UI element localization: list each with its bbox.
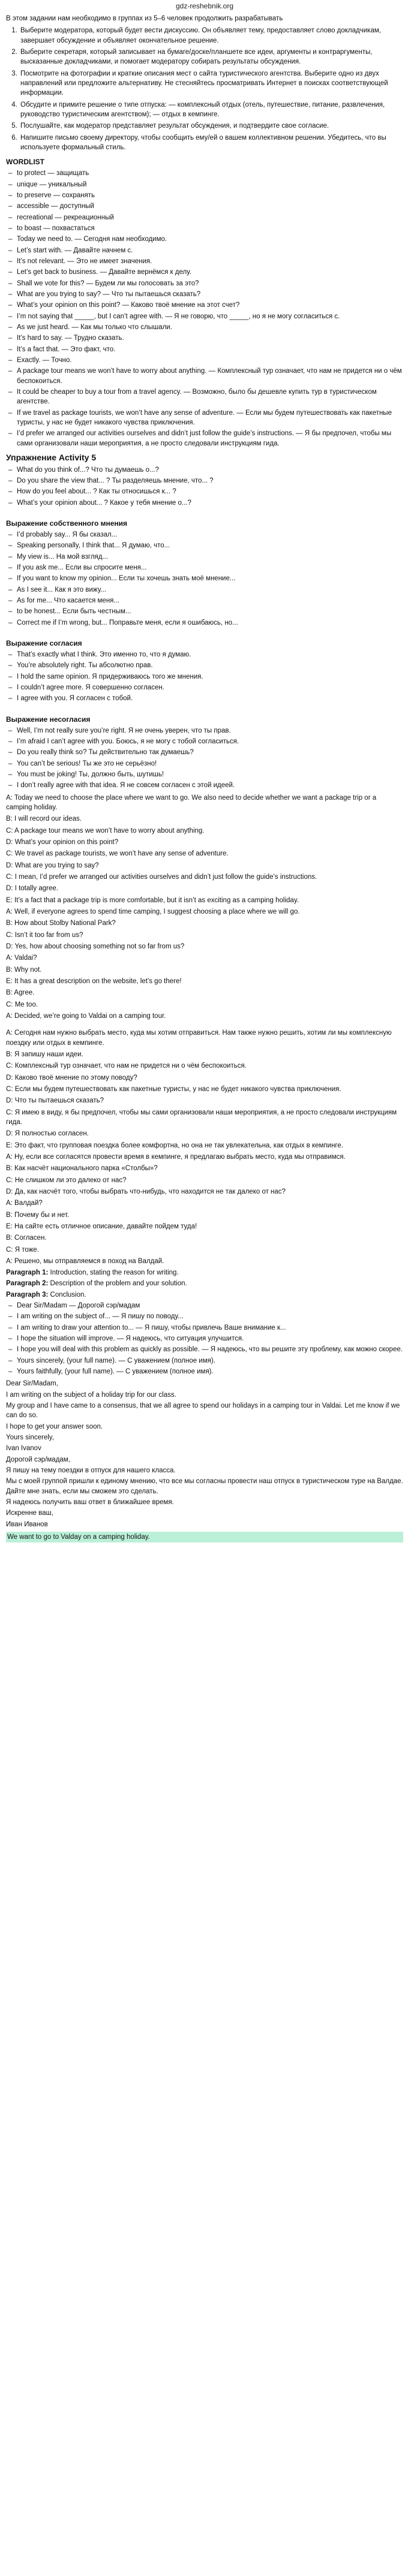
dialogue-line: В: Я запишу наши идеи. <box>6 1050 83 1058</box>
dialogue-line: C: Isn’t it too far from us? <box>6 931 83 939</box>
letter-line: My group and I have came to a consensus, that we all agree to spend our holidays in a camping tour in Valdai. Let me know if we can do so. <box>6 1402 400 1420</box>
dialogue-line: E: It has a great description on the website, let’s go there! <box>6 977 182 985</box>
letter-russian <box>6 1455 403 1529</box>
dialogue-line: С: Если мы будем путешествовать как пакетные туристы, у нас не будет никакого чувства приключения. <box>6 1085 341 1093</box>
phrase-item: – I hope you will deal with this problem as quickly as possible. — Я надеюсь, что вы решите эту проблему, как можно скорее. <box>14 1345 403 1354</box>
dialogue-line: C: I mean, I’d prefer we arranged our activities ourselves and didn’t just follow the guide’s instructions. <box>6 873 317 881</box>
phrase-item: – Well, I’m not really sure you’re right. Я не очень уверен, что ты прав. <box>14 726 403 736</box>
letter-line: I am writing on the subject of a holiday trip for our class. <box>6 1391 176 1399</box>
dialogue-line: С: Комплексный тур означает, что нам не придется ни о чём беспокоиться. <box>6 1062 247 1070</box>
phrase-item: – Correct me if I’m wrong, but... Поправьте меня, если я ошибаюсь, но... <box>14 618 403 628</box>
phrase-item: – My view is... На мой взгляд... <box>14 552 403 562</box>
wordlist-title: WORDLIST <box>6 158 44 167</box>
dialogue-line: D: Каково твоё мнение по этому поводу? <box>6 1074 137 1081</box>
wordlist-item: – It’s a fact that. — Это факт, что. <box>14 345 403 354</box>
paragraph-plan-item: Paragraph 2: Description of the problem and your solution. <box>6 1280 187 1288</box>
dialogue-line: A: Decided, we’re going to Valdai on a camping tour. <box>6 1012 166 1020</box>
wordlist-item: – Today we need to. — Сегодня нам необходимо. <box>14 234 403 244</box>
agree-title: Выражение согласия <box>6 639 82 648</box>
wordlist-item: – What are you trying to say? — Что ты пытаешься сказать? <box>14 290 403 299</box>
dialogue-line: D: What are you trying to say? <box>6 861 99 869</box>
dialogue-line: D: Я полностью согласен. <box>6 1130 89 1138</box>
phrase-item: – Yours faithfully, (your full name). — С уважением (полное имя). <box>14 1367 403 1376</box>
phrase-item: – I am writing on the subject of... — Я пишу по поводу... <box>14 1312 403 1321</box>
letter-phrases-list <box>6 1301 403 1376</box>
dialogue-line: С: Я имею в виду, я бы предпочел, чтобы мы сами организовали наши мероприятия, а не просто следовали инструкциям гида. <box>6 1108 397 1126</box>
dialogue-line: D: I totally agree. <box>6 885 58 893</box>
dialogue-line: B: Why not. <box>6 966 42 974</box>
phrase-item: – I’m afraid I can’t agree with you. Боюсь, я не могу с тобой согласиться. <box>14 737 403 746</box>
phrase-item: – I hope the situation will improve. — Я надеюсь, что ситуация улучшится. <box>14 1334 403 1343</box>
dialogue-line: A: Valdai? <box>6 954 37 962</box>
wordlist-item: – I’m not saying that _____, but I can’t agree with. — Я не говорю, что _____, но я не могу согласиться с. <box>14 312 403 321</box>
dialogue-line: E: It’s a fact that a package trip is more comfortable, but it isn’t as exciting as a camping holiday. <box>6 896 299 904</box>
dialogue-line: А: Сегодня нам нужно выбрать место, куда мы хотим отправиться. Нам также нужно решить, хотим ли мы комплексную поездку или отдых в кемпинге. <box>6 1029 392 1047</box>
letter-english <box>6 1379 403 1453</box>
dialogue-line: A: Well, if everyone agrees to spend time camping, I suggest choosing a place where we will go. <box>6 908 300 915</box>
activity-item: – How do you feel about... ? Как ты относишься к... ? <box>14 487 403 496</box>
phrase-item: – If you want to know my opinion... Если ты хочешь знать моё мнение... <box>14 574 403 583</box>
dialogue-line: В: Как насчёт национального парка «Столбы»? <box>6 1165 158 1173</box>
wordlist-item: – to protect — защищать <box>14 168 403 178</box>
dialogue-line: C: A package tour means we won’t have to worry about anything. <box>6 827 205 834</box>
dialogue-line: A: Today we need to choose the place where we want to go. We also need to decide whether we want a package trip or a camping holiday. <box>6 794 377 812</box>
phrase-item: – That’s exactly what I think. Это именно то, что я думаю. <box>14 650 403 659</box>
phrase-item: – As for me... Что касается меня... <box>14 596 403 605</box>
paragraph-plan-item: Paragraph 3: Conclusion. <box>6 1291 86 1298</box>
wordlist-item: – It’s not relevant. — Это не имеет значения. <box>14 257 403 266</box>
phrase-item: – I’d probably say... Я бы сказал... <box>14 530 403 540</box>
agree-list <box>6 650 403 704</box>
wordlist-item: – to preserve — сохранять <box>14 191 403 200</box>
letter-line: Я пишу на тему поездки в отпуск для нашего класса. <box>6 1467 176 1475</box>
wordlist-item: – Exactly. — Точно. <box>14 355 403 365</box>
wordlist-item: – accessible — доступный <box>14 201 403 211</box>
dialogue-line: А: Решено, мы отправляемся в поход на Валдай. <box>6 1257 164 1265</box>
dialogue-russian <box>6 1028 403 1266</box>
phrase-item: – You must be joking! Ты, должно быть, шутишь! <box>14 770 403 779</box>
paragraph-plan-item: Paragraph 1: Introduction, stating the reason for writing. <box>6 1269 179 1277</box>
own-opinion-title: Выражение собственного мнения <box>6 519 128 528</box>
phrase-item: – to be honest... Если быть честным... <box>14 607 403 616</box>
letter-line: Мы с моей группой пришли к единому мнению, что все мы согласны провести наш отпуск в туристическом туре на Валдае. Дайте мне знать, если мы сможем это сделать. <box>6 1478 403 1495</box>
wordlist-item: – unique — уникальный <box>14 180 403 189</box>
task-list <box>6 26 403 152</box>
dialogue-line: А: Ну, если все согласятся провести время в кемпинге, я предлагаю выбрать место, куда мы отправимся. <box>6 1153 346 1161</box>
letter-line: I hope to get your answer soon. <box>6 1423 103 1430</box>
wordlist-item: – It could be cheaper to buy a tour from a travel agency. — Возможно, было бы дешевле купить тур в туристическом агентстве. <box>14 387 403 407</box>
dialogue-line: C: We travel as package tourists, we won’t have any sense of adventure. <box>6 850 229 858</box>
letter-line: Дорогой сэр/мадам, <box>6 1456 70 1463</box>
dialogue-line: C: Me too. <box>6 1001 38 1008</box>
phrase-item: – I hold the same opinion. Я придерживаюсь того же мнения. <box>14 672 403 682</box>
phrase-item: – You can’t be serious! Ты же это не серьёзно! <box>14 759 403 769</box>
letter-plan <box>6 1268 403 1300</box>
activity-title: Упражнение Activity 5 <box>6 452 97 462</box>
activity-item: – What’s your opinion about... ? Какое у тебя мнение о...? <box>14 498 403 508</box>
task-item: 4. Обсудите и примите решение о типе отпуска: — комплексный отдых (отель, путешествие, питание, развлечения, руководство туристическим агентством); — отдых в кемпинге. <box>19 100 403 120</box>
activity-item: – Do you share the view that... ? Ты разделяешь мнение, что... ? <box>14 476 403 486</box>
dialogue-line: B: I will record our ideas. <box>6 815 82 823</box>
dialogue-english <box>6 793 403 1022</box>
phrase-item: – As I see it... Как я это вижу... <box>14 585 403 595</box>
dialogue-line: В: Согласен. <box>6 1234 47 1242</box>
wordlist-item: – Let’s get back to business. — Давайте вернёмся к делу. <box>14 267 403 277</box>
wordlist-item: – What’s your opinion on this point? — Каково твоё мнение на этот счет? <box>14 300 403 310</box>
phrase-item: – Do you really think so? Ты действительно так думаешь? <box>14 748 403 757</box>
disagree-title: Выражение несогласия <box>6 715 91 724</box>
phrase-item: – Yours sincerely, (your full name). — С уважением (полное имя). <box>14 1356 403 1366</box>
wordlist-item: – As we just heard. — Как мы только что слышали. <box>14 323 403 332</box>
task-item: 3. Посмотрите на фотографии и краткие описания мест о сайта туристического агентства. Выберите одно из двух направлений или предложите альтернативу. Не стесняйтесь просматривать Интернет в поисках соответствующей информации. <box>19 69 403 98</box>
letter-line: Я надеюсь получить ваш ответ в ближайшее время. <box>6 1499 174 1507</box>
dialogue-line: С: Я тоже. <box>6 1246 39 1254</box>
phrase-item: – Dear Sir/Madam — Дорогой сэр/мадам <box>14 1301 403 1310</box>
dialogue-line: С: Не слишком ли это далеко от нас? <box>6 1176 127 1184</box>
task-item: 2. Выберите секретаря, который записывает на бумаге/доске/планшете все идеи, аргументы и контраргументы, высказанные докладчиками, и помогает модератору собирать результаты обсуждения. <box>19 47 403 67</box>
disagree-list <box>6 726 403 791</box>
phrase-item: – You’re absolutely right. Ты абсолютно прав. <box>14 661 403 670</box>
letter-line: Dear Sir/Madam, <box>6 1380 58 1388</box>
dialogue-line: D: Yes, how about choosing something not so far from us? <box>6 942 185 950</box>
footer-highlight: We want to go to Valday on a camping holiday. <box>6 1532 403 1542</box>
phrase-item: – Speaking personally, I think that... Я думаю, что... <box>14 541 403 550</box>
dialogue-line: B: How about Stolby National Park? <box>6 920 116 927</box>
wordlist-item: – recreational — рекреационный <box>14 213 403 222</box>
letter-line: Yours sincerely, <box>6 1434 54 1442</box>
letter-line: Иван Иванов <box>6 1520 48 1528</box>
dialogue-line: В: Почему бы и нет. <box>6 1211 70 1219</box>
activity-item: – What do you think of...? Что ты думаешь о...? <box>14 465 403 475</box>
wordlist <box>6 168 403 448</box>
wordlist-item: – Let’s start with. — Давайте начнем с. <box>14 246 403 255</box>
wordlist-item: – to boast — похвастаться <box>14 224 403 233</box>
wordlist-item: – A package tour means we won’t have to worry about anything. — Комплексный тур означает, что нам не придется ни о чём беспокоиться. <box>14 366 403 386</box>
letter-line: Ivan Ivanov <box>6 1445 41 1453</box>
dialogue-line: B: Agree. <box>6 989 35 997</box>
wordlist-item: – I’d prefer we arranged our activities ourselves and didn’t just follow the guide’s instructions. — Я бы предпочел, чтобы мы сами организовали наши мероприятия, а не просто следовали инструкциям гида. <box>14 429 403 448</box>
phrase-item: – I am writing to draw your attention to... — Я пишу, чтобы привлечь Ваше внимание к... <box>14 1323 403 1333</box>
dialogue-line: D: What’s your opinion on this point? <box>6 839 119 846</box>
dialogue-line: D: Что ты пытаешься сказать? <box>6 1097 104 1105</box>
site-watermark: gdz-reshebnik.org <box>175 2 234 10</box>
task-item: 6. Напишите письмо своему директору, чтобы сообщить ему/ей о вашем коллективном решении. Убедитесь, что вы используете формальный стиль. <box>19 133 403 153</box>
own-opinion-list <box>6 530 403 628</box>
dialogue-line: А: Валдай? <box>6 1200 43 1207</box>
phrase-item: – I couldn’t agree more. Я совершенно согласен. <box>14 683 403 692</box>
letter-line: Искренне ваш, <box>6 1510 53 1517</box>
phrase-item: – I don’t really agree with that idea. Я не совсем согласен с этой идеей. <box>14 781 403 790</box>
wordlist-item: – It’s hard to say. — Трудно сказать. <box>14 333 403 343</box>
dialogue-line: Е: Это факт, что групповая поездка более комфортна, но она не так увлекательна, как отдых в кемпинге. <box>6 1141 343 1149</box>
intro-text: В этом задании нам необходимо в группах из 5–6 человек продолжить разрабатывать <box>6 15 283 23</box>
wordlist-item: – Shall we vote for this? — Будем ли мы голосовать за это? <box>14 279 403 288</box>
dialogue-line: Е: На сайте есть отличное описание, давайте пойдем туда! <box>6 1222 197 1230</box>
dialogue-line: D: Да, как насчёт того, чтобы выбрать что-нибудь, что находится не так далеко от нас? <box>6 1188 286 1195</box>
task-item: 1. Выберите модератора, который будет вести дискуссию. Он объявляет тему, предоставляет слово докладчикам, завершает обсуждение и объявляет окончательное решение. <box>19 26 403 46</box>
phrase-item: – If you ask me... Если вы спросите меня... <box>14 563 403 573</box>
activity-list <box>6 465 403 508</box>
task-item: 5. Послушайте, как модератор представляет результат обсуждения, и подтвердите свое согласие. <box>19 121 403 131</box>
phrase-item: – I agree with you. Я согласен с тобой. <box>14 694 403 703</box>
wordlist-item: – If we travel as package tourists, we won’t have any sense of adventure. — Если мы будем путешествовать как пакетные туристы, у нас не будет никакого чувства приключения. <box>14 408 403 428</box>
